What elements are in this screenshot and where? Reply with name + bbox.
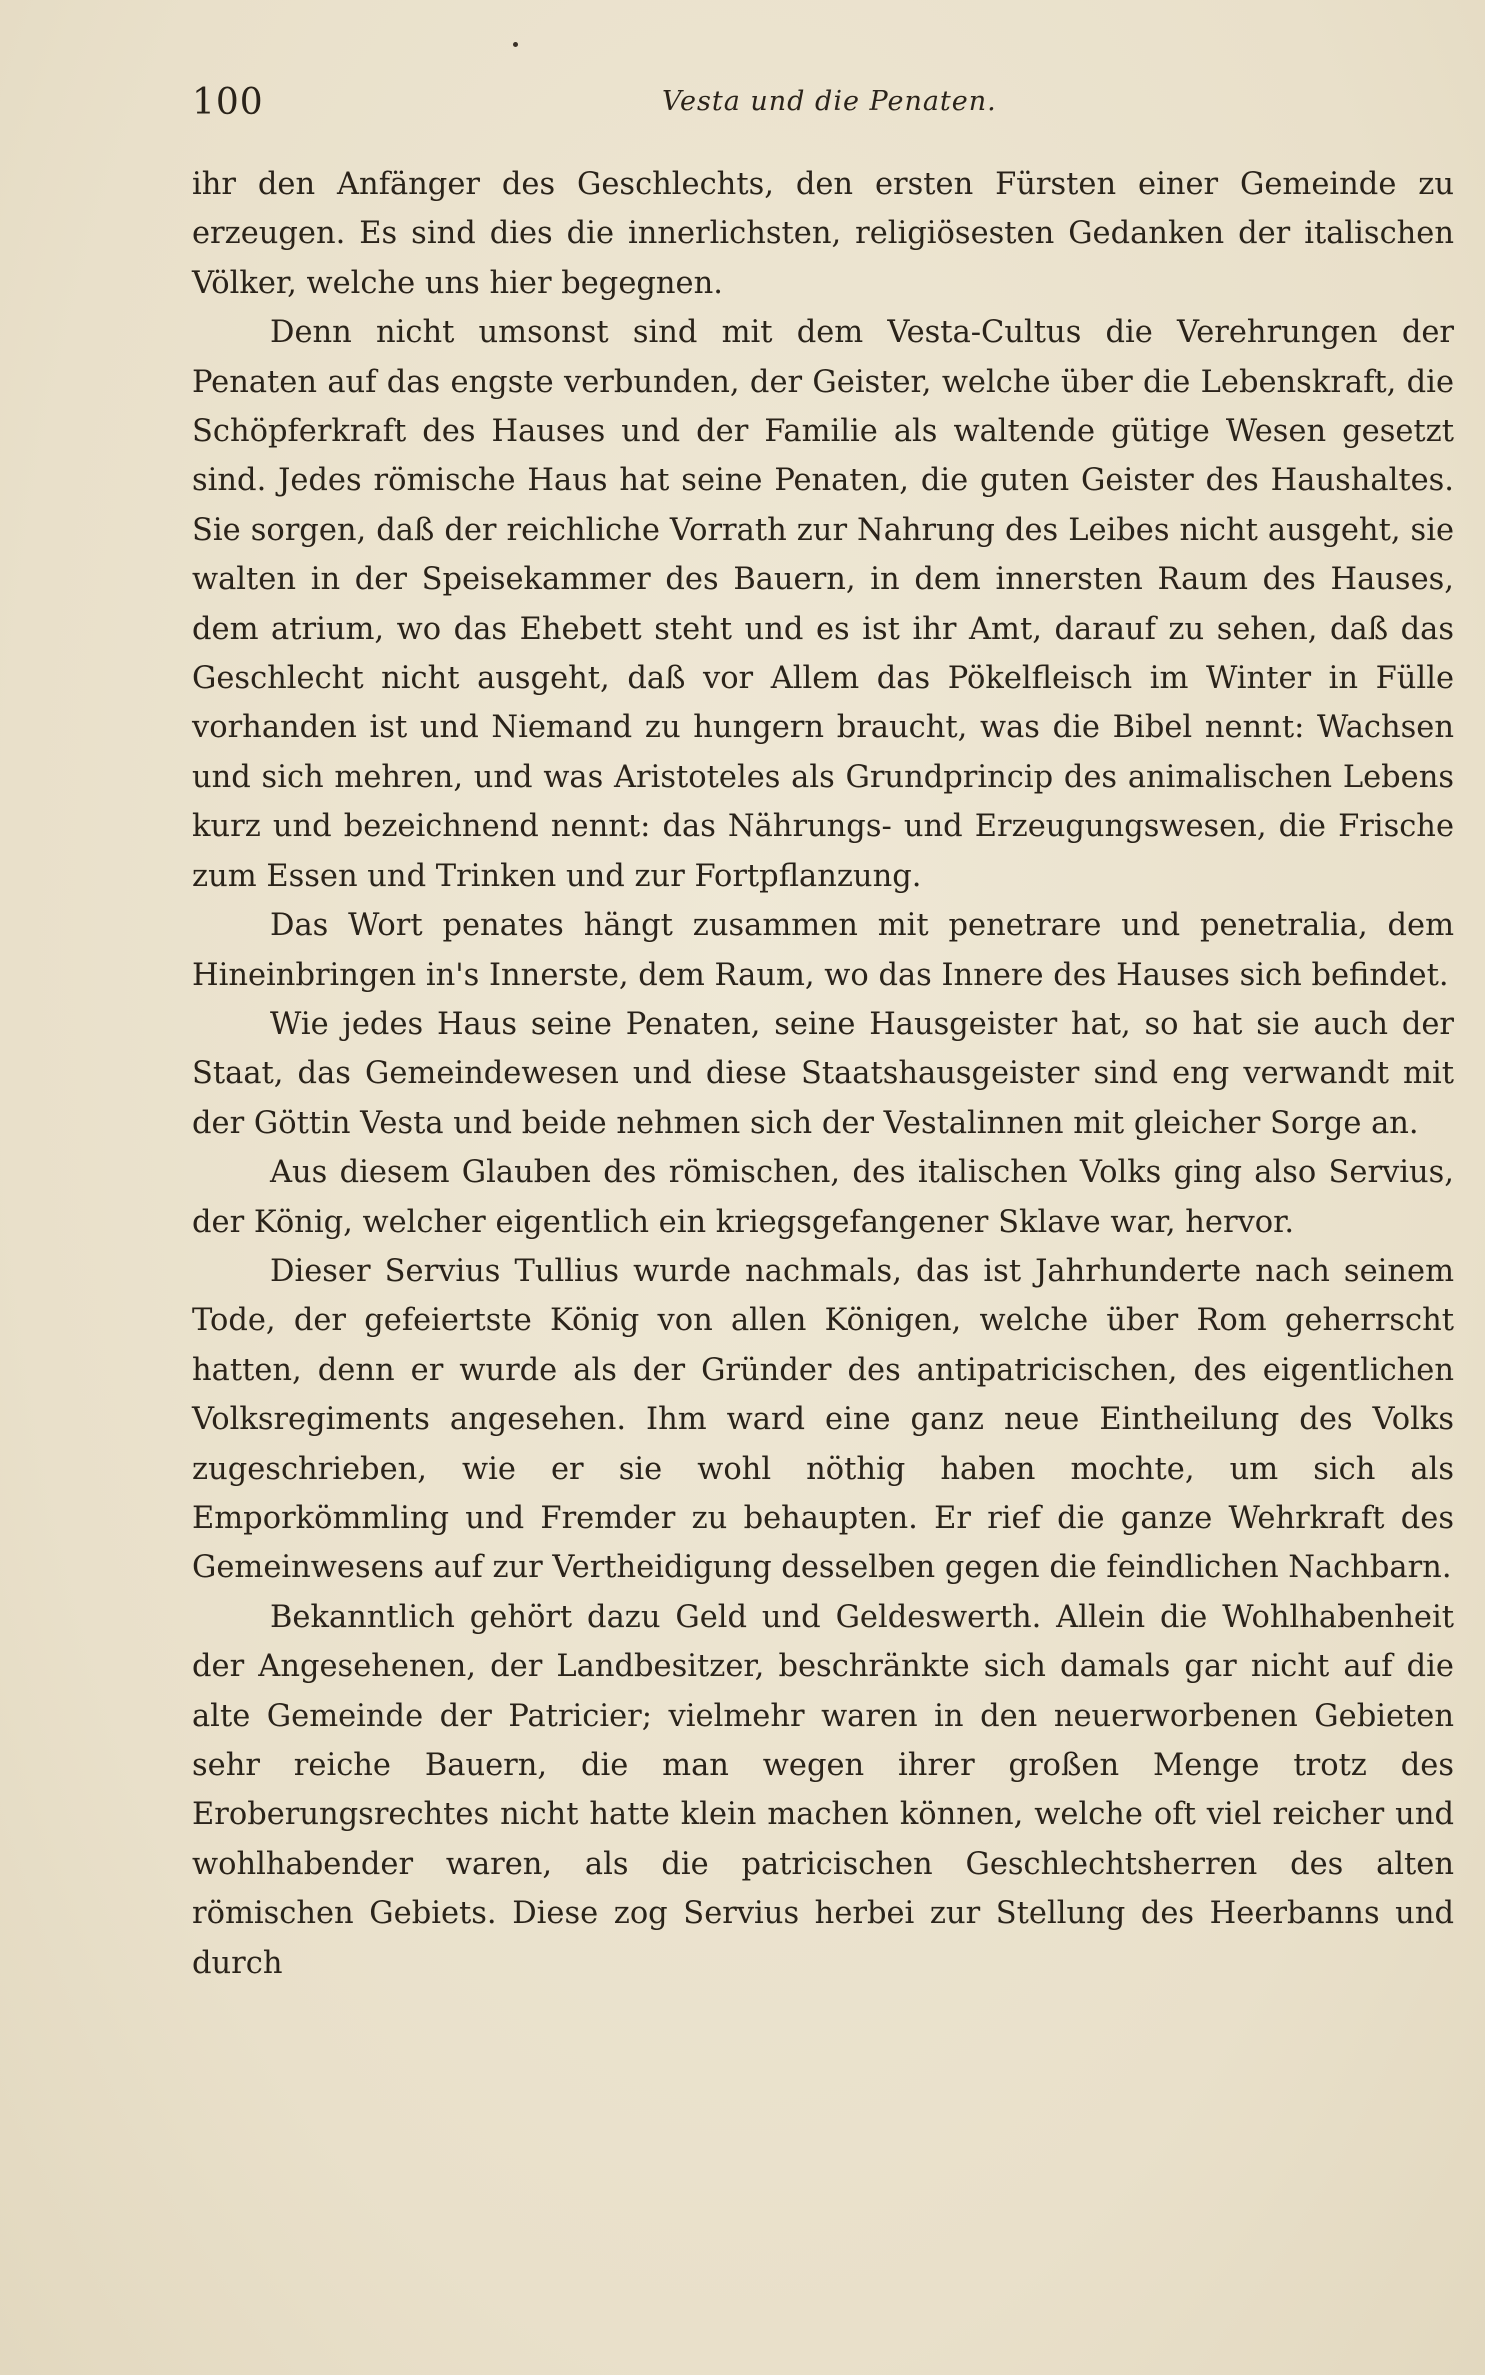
paragraph: Denn nicht umsonst sind mit dem Vesta-Cultus die Verehrungen der Penaten auf das engste verbunden, der Geister, welche über die Lebenskraft, die Schöpferkraft des Hauses und der Familie als waltende gütige Wesen gesetzt sind. Jedes römische Haus hat seine Penaten, die guten Geister des Haushaltes. Sie sorgen, daß der reichliche Vorrath zur Nahrung des Leibes nicht ausgeht, sie walten in der Speisekammer des Bauern, in dem innersten Raum des Hauses, dem atrium, wo das Ehebett steht und es ist ihr Amt, darauf zu sehen, daß das Geschlecht nicht ausgeht, daß vor Allem das Pökelfleisch im Winter in Fülle vorhanden ist und Niemand zu hungern braucht, was die Bibel nennt: Wachsen und sich mehren, und was Aristoteles als Grundprincip des animalischen Lebens kurz und bezeichnend nennt: das Nährungs- und Erzeugungswesen, die Frische zum Essen und Trinken und zur Fortpflanzung. xyxy=(192,315,1454,894)
running-title: Vesta und die Penaten. xyxy=(662,86,997,117)
paragraph: Dieser Servius Tullius wurde nachmals, das ist Jahrhunderte nach seinem Tode, der gefeiertste König von allen Königen, welche über Rom geherrscht hatten, denn er wurde als der Gründer des antipatricischen, des eigentlichen Volksregiments angesehen. Ihm ward eine ganz neue Eintheilung des Volks zugeschrieben, wie er sie wohl nöthig haben mochte, um sich als Emporkömmling und Fremder zu behaupten. Er rief die ganze Wehrkraft des Gemeinwesens auf zur Vertheidigung desselben gegen die feindlichen Nachbarn. xyxy=(192,1253,1454,1586)
running-head xyxy=(192,78,1462,128)
page-number: 100 xyxy=(192,82,264,123)
paragraph: Wie jedes Haus seine Penaten, seine Hausgeister hat, so hat sie auch der Staat, das Gemeindewesen und diese Staatshausgeister sind eng verwandt mit der Göttin Vesta und beide nehmen sich der Vestalinnen mit gleicher Sorge an. xyxy=(192,1006,1454,1141)
body-text xyxy=(192,160,1454,1988)
ink-speck xyxy=(513,42,518,47)
paragraph: Aus diesem Glauben des römischen, des italischen Volks ging also Servius, der König, welcher eigentlich ein kriegsgefangener Sklave war, hervor. xyxy=(192,1155,1454,1240)
paragraph: Bekanntlich gehört dazu Geld und Geldeswerth. Allein die Wohlhabenheit der Angesehenen, der Landbesitzer, beschränkte sich damals gar nicht auf die alte Gemeinde der Patricier; vielmehr waren in den neuerworbenen Gebieten sehr reiche Bauern, die man wegen ihrer großen Menge trotz des Eroberungsrechtes nicht hatte klein machen können, welche oft viel reicher und wohlhabender waren, als die patricischen Geschlechtsherren des alten römischen Gebiets. Diese zog Servius herbei zur Stellung des Heerbanns und durch xyxy=(192,1599,1454,1981)
paragraph: ihr den Anfänger des Geschlechts, den ersten Fürsten einer Gemeinde zu erzeugen. Es sind dies die innerlichsten, religiösesten Gedanken der italischen Völker, welche uns hier begegnen. xyxy=(192,167,1454,301)
paragraph: Das Wort penates hängt zusammen mit penetrare und penetralia, dem Hineinbringen in's Innerste, dem Raum, wo das Innere des Hauses sich befindet. xyxy=(192,908,1454,993)
